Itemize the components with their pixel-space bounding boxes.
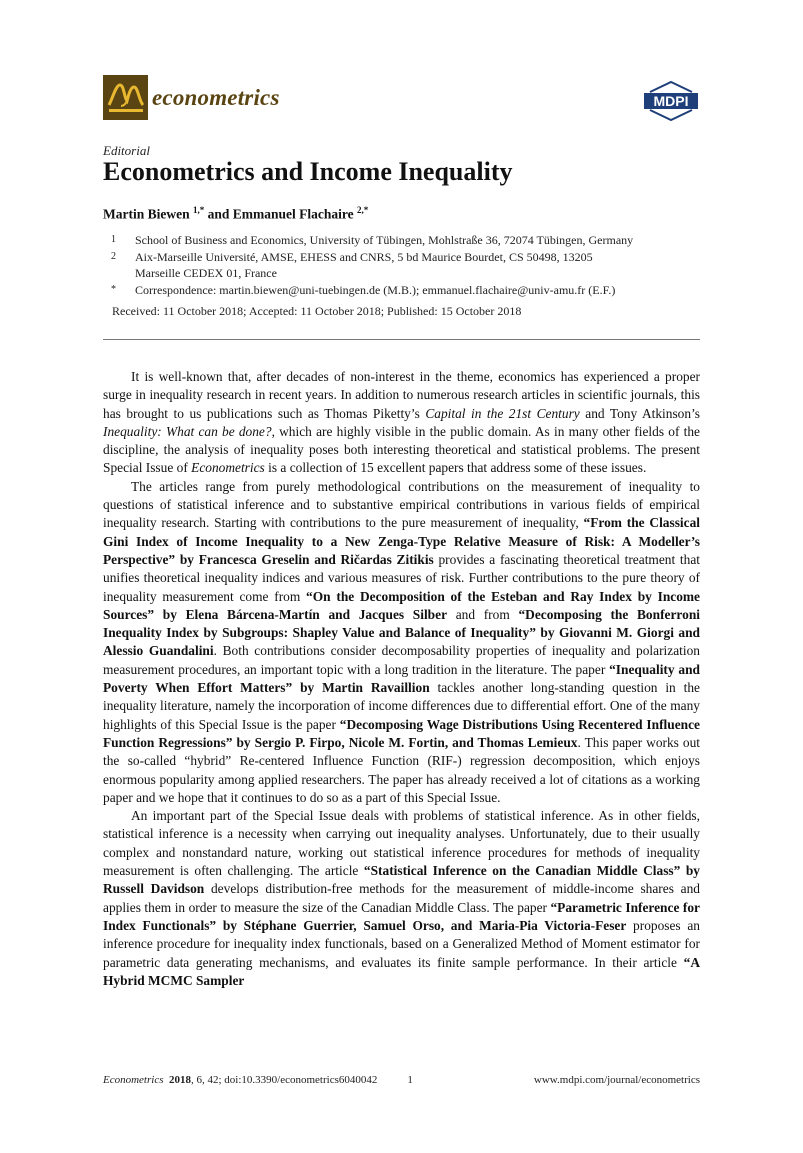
page-footer (103, 1074, 700, 1086)
affiliation-item (103, 232, 705, 249)
affiliation-text: School of Business and Economics, University of Tübingen, Mohlstraße 36, 72074 Tübingen, Germany (135, 233, 634, 247)
author-joiner: and (204, 206, 233, 222)
page-number: 1 (407, 1074, 413, 1086)
svg-text:MDPI: MDPI (653, 93, 689, 109)
affiliation-mark: 1 (111, 234, 116, 245)
body-text: . This paper works out the so-called “hybrid” Re-centered Influence Function (RIF-) regression decomposition, which enjoys enormous popularity among applied researchers. The paper has already received a lot of citations as a working paper and we hope that it continues to do so as a part of this Special Issue. (103, 734, 700, 805)
body-text: . Both contributions consider decomposability properties of inequality and polarization measurement procedures, an important topic with a long tradition in the literature. The paper (103, 643, 700, 677)
journal-logo[interactable] (103, 75, 280, 120)
body-text: and from (447, 606, 519, 622)
article-body (103, 368, 700, 990)
cited-paper: “Decomposing Wage Distributions Using Recentered Influence Function Regressions” by Sergio P. Firpo, Nicole M. Fortin, and Thomas Lemieux (103, 716, 700, 750)
footer-year: 2018 (168, 1074, 191, 1086)
author-marks: 1,* (193, 205, 205, 215)
correspondence-text[interactable]: Correspondence: martin.biewen@uni-tuebingen.de (M.B.); emmanuel.flachaire@univ-amu.fr (E.F.) (135, 282, 616, 297)
body-text: tackles another long-standing question in the inequality literature, namely the incorporation of income differences due to differential effort. One of the many highlights of this Special Issue is the paper (103, 680, 700, 732)
affiliations (103, 232, 705, 298)
affiliation-item (103, 249, 705, 282)
body-text: is a collection of 15 excellent papers that address some of these issues. (264, 460, 647, 476)
header-divider (103, 339, 700, 340)
publication-dates: Received: 11 October 2018; Accepted: 11 October 2018; Published: 15 October 2018 (112, 304, 522, 318)
author-marks: 2,* (357, 205, 369, 215)
mdpi-logo[interactable] (640, 80, 702, 122)
article-title: Econometrics and Income Inequality (103, 157, 513, 186)
body-text: and Tony Atkinson’s (579, 405, 700, 421)
italic-title: Inequality: What can be done? (103, 423, 272, 439)
body-text: develops distribution-free methods for the measurement of middle-income shares and applies them in order to measure the size of the Canadian Middle Class. The paper (103, 881, 700, 915)
mdpi-logo-icon (640, 80, 702, 122)
journal-logo-icon (103, 75, 148, 120)
cited-paper: “From the Classical Gini Index of Income Inequality to a New Zenga-Type Relative Measure of Risk: A Modeller’s Perspective” by Francesca Greselin and Ričardas Zitikis (103, 515, 700, 567)
author-name[interactable]: Martin Biewen (103, 206, 190, 222)
article-type: Editorial (103, 143, 150, 158)
cited-paper: “Parametric Inference for Index Functionals” by Stéphane Guerrier, Samuel Orso, and Maria-Pia Victoria-Feser (103, 899, 700, 933)
body-text: proposes an inference procedure for inequality index functionals, based on a Generalized Method of Moment estimator for parametric data generating mechanisms, and evaluates its finite sample performance. In their article (103, 917, 700, 970)
body-text: An important part of the Special Issue deals with problems of statistical inference. As in other fields, statistical inference is a necessity when carrying out inequality analyses. Unfortunately, due to their usually complex and nonstandard nature, working out statistical inference procedures for methods of inequality measurement is often challenging. The article (103, 808, 700, 879)
author-name[interactable]: Emmanuel Flachaire (232, 206, 354, 222)
italic-title: Capital in the 21st Century (425, 405, 580, 421)
body-text: provides a fascinating theoretical treatment that unifies theoretical inequality indices and various measures of risk. Further contributions to the pure theory of inequality measurement come from (103, 551, 700, 604)
affiliation-mark: * (111, 283, 116, 295)
author-list (103, 205, 368, 223)
correspondence-item (103, 282, 705, 299)
affiliation-mark: 2 (111, 250, 116, 262)
cited-paper: “On the Decomposition of the Esteban and Ray Index by Income Sources” by Elena Bárcena-Martín and Jacques Silber (103, 588, 701, 622)
body-paragraph (103, 368, 700, 478)
journal-name: econometrics (152, 84, 280, 110)
body-text: , which are highly visible in the public domain. As in many other fields of the discipline, the analysis of inequality poses both interesting theoretical and statistical problems. The present Special Issue of (103, 423, 700, 476)
body-text: The articles range from purely methodological contributions on the measurement of inequality to questions of statistical inference and to substantive empirical contributions in various fields of empirical inequality research. Starting with contributions to the pure measurement of inequality, (103, 478, 700, 531)
italic-title: Econometrics (191, 460, 265, 476)
cited-paper: “Inequality and Poverty When Effort Matters” by Martin Ravaillion (103, 661, 700, 696)
body-paragraph (103, 807, 700, 990)
cited-paper: “Statistical Inference on the Canadian Middle Class” by Russell Davidson (103, 863, 701, 897)
affiliation-text: Aix-Marseille Université, AMSE, EHESS and CNRS, 5 bd Maurice Bourdet, CS 50498, 13205 Marseille CEDEX 01, France (135, 249, 593, 280)
footer-journal: Econometrics (103, 1074, 164, 1086)
cited-paper: “Decomposing the Bonferroni Inequality Index by Subgroups: Shapley Value and Balance of Inequality” by Giovanni M. Giorgi and Alessio Guandalini (103, 606, 700, 659)
body-paragraph (103, 478, 700, 807)
footer-url[interactable]: www.mdpi.com/journal/econometrics (533, 1074, 700, 1086)
footer-citation[interactable]: , 6, 42; doi:10.3390/econometrics6040042 (190, 1074, 378, 1086)
body-text: It is well-known that, after decades of non-interest in the theme, economics has experienced a proper surge in inequality research in recent years. In addition to numerous research articles in scientific journals, this has brought to us publications such as Thomas Piketty’s (103, 369, 700, 421)
cited-paper: “A Hybrid MCMC Sampler (103, 954, 700, 988)
